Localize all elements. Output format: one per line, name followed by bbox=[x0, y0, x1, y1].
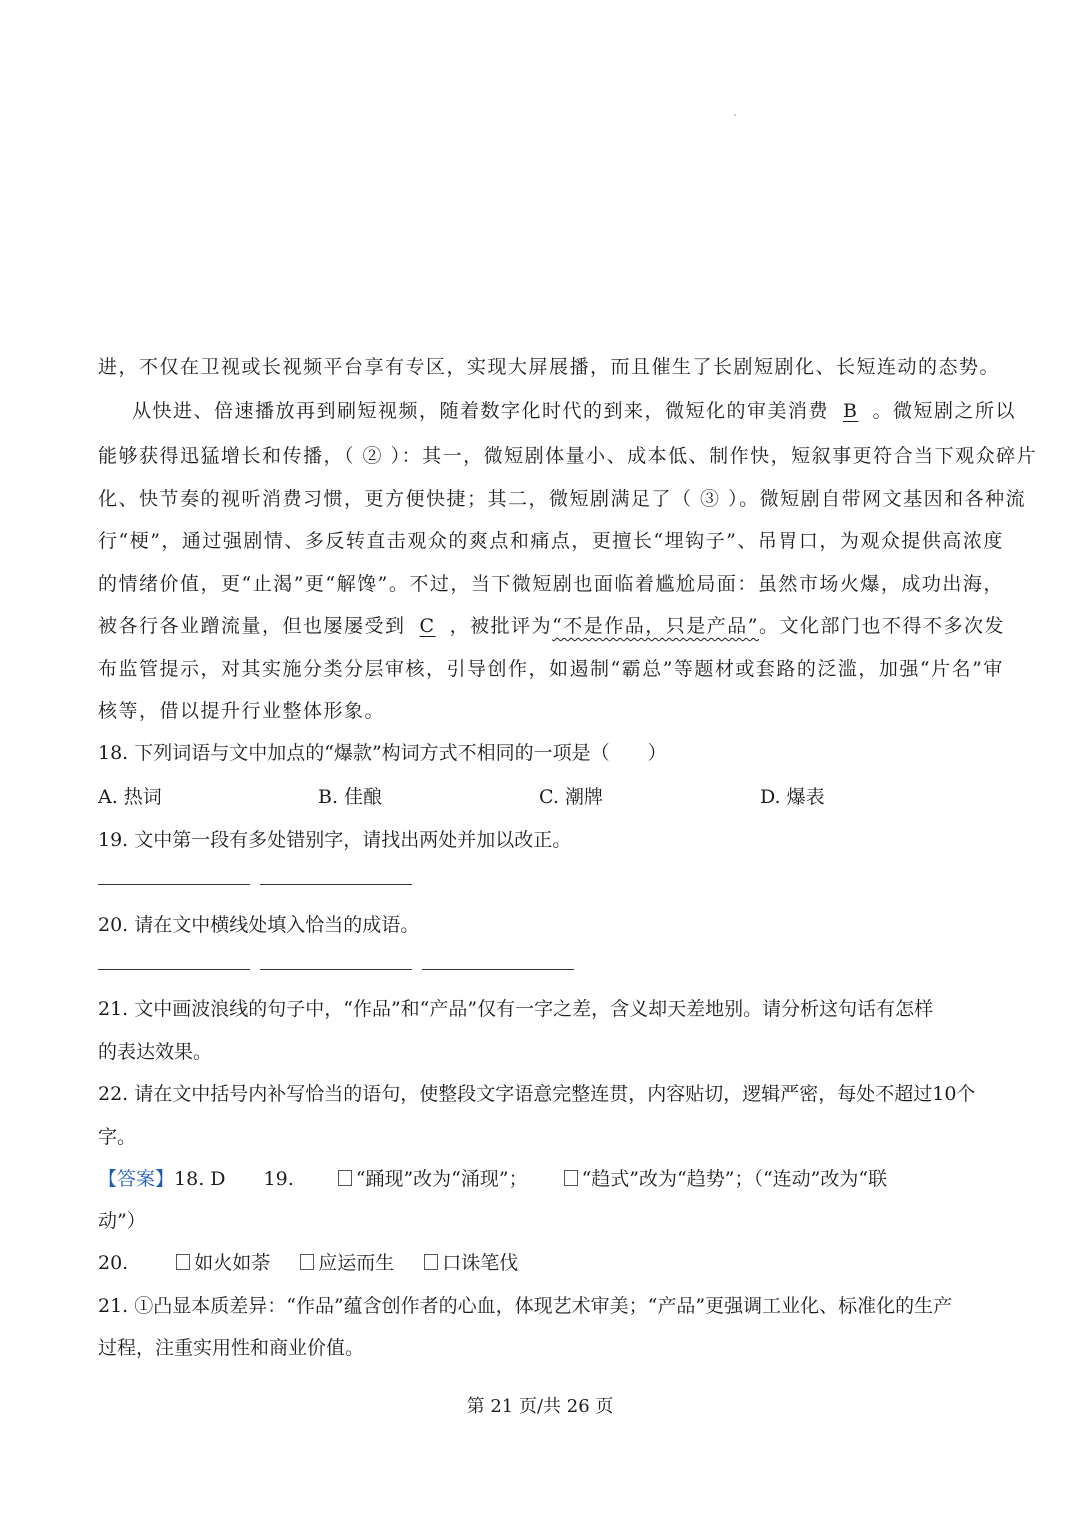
unknown-glyph-box-icon bbox=[338, 1170, 352, 1186]
answer-21-line-1: 21. ①凸显本质差异：“作品”蕴含创作者的心血，体现艺术审美；“产品”更强调工业化、标准化的生产 bbox=[98, 1295, 953, 1317]
unknown-glyph-box-icon bbox=[424, 1254, 438, 1270]
unknown-glyph-box-icon bbox=[300, 1254, 314, 1270]
unknown-glyph-box-icon bbox=[564, 1170, 578, 1186]
passage-line-6: 的情绪价值，更“止渴”更“解馋”。不过，当下微短剧也面临着尴尬局面：虽然市场火爆，成功出海， bbox=[98, 573, 1004, 595]
passage-line-1: 进，不仅在卫视或长视频平台享有专区，实现大屏展播，而且催生了长剧短剧化、长短连动的态势。 bbox=[98, 356, 1001, 378]
q18-option-b: B. 佳酿 bbox=[318, 786, 383, 808]
passage-line-8: 布监管提示，对其实施分类分层审核，引导创作，如遏制“霸总”等题材或套路的泛滥，加强“片名”审 bbox=[98, 658, 1004, 680]
answer-line bbox=[422, 969, 574, 970]
passage-line-7: 被各行各业蹭流量，但也屡屡受到 C ，被批评为“不是作品，只是产品”。文化部门也不得不多次发 bbox=[98, 615, 1006, 637]
passage-line-9: 核等，借以提升行业整体形象。 bbox=[98, 700, 386, 722]
answer-line bbox=[98, 884, 250, 885]
answer-line-2: 动”） bbox=[98, 1210, 146, 1232]
answer-tag: 【答案】 bbox=[98, 1168, 175, 1190]
answer-line bbox=[98, 969, 250, 970]
question-19: 19. 文中第一段有多处错别字，请找出两处并加以改正。 bbox=[98, 829, 572, 851]
question-18: 18. 下列词语与文中加点的“爆款”构词方式不相同的一项是（ ） bbox=[98, 742, 667, 764]
answer-line bbox=[260, 884, 412, 885]
q18-option-d: D. 爆表 bbox=[760, 786, 825, 808]
passage-line-2: 从快进、倍速播放再到刷短视频，随着数字化时代的到来，微短化的审美消费 B 。微短剧之所以 bbox=[132, 400, 1016, 422]
blank-c: C bbox=[419, 615, 436, 637]
answer-line-1: 【答案】18. D 19. “踊现”改为“涌现”； “趋式”改为“趋势”；（“连动”改为“联 bbox=[98, 1168, 888, 1190]
passage-line-4: 化、快节奏的视听消费习惯，更方便快捷；其二，微短剧满足了（ ③ ）。微短剧自带网文基因和各种流 bbox=[98, 488, 1027, 510]
answer-21-line-2: 过程，注重实用性和商业价值。 bbox=[98, 1337, 365, 1359]
page-number-footer: 第 21 页/共 26 页 bbox=[466, 1396, 614, 1417]
question-20: 20. 请在文中横线处填入恰当的成语。 bbox=[98, 914, 420, 936]
passage-line-3: 能够获得迅猛增长和传播，（ ② ）：其一，微短剧体量小、成本低、制作快，短叙事更符合当下观众碎片 bbox=[98, 445, 1038, 467]
blank-b: B bbox=[843, 400, 859, 422]
wavy-underlined-sentence: “不是作品，只是产品” bbox=[552, 615, 760, 637]
q18-option-c: C. 潮牌 bbox=[539, 786, 603, 808]
q18-option-a: A. 热词 bbox=[98, 786, 162, 808]
question-22-line-1: 22. 请在文中括号内补写恰当的语句，使整段文字语意完整连贯，内容贴切，逻辑严密，每处不超过10个 bbox=[98, 1083, 976, 1105]
question-21-line-1: 21. 文中画波浪线的句子中，“作品”和“产品”仅有一字之差，含义却天差地别。请分析这句话有怎样 bbox=[98, 998, 934, 1020]
question-21-line-2: 的表达效果。 bbox=[98, 1041, 213, 1063]
unknown-glyph-box-icon bbox=[176, 1254, 190, 1270]
scan-speck bbox=[734, 114, 736, 116]
answer-20: 20. 如火如荼 应运而生 口诛笔伐 bbox=[98, 1252, 519, 1274]
passage-line-5: 行“梗”，通过强剧情、多反转直击观众的爽点和痛点，更擅长“埋钩子”、吊胃口，为观众提供高浓度 bbox=[98, 530, 1004, 552]
answer-line bbox=[260, 969, 412, 970]
question-22-line-2: 字。 bbox=[98, 1126, 137, 1148]
